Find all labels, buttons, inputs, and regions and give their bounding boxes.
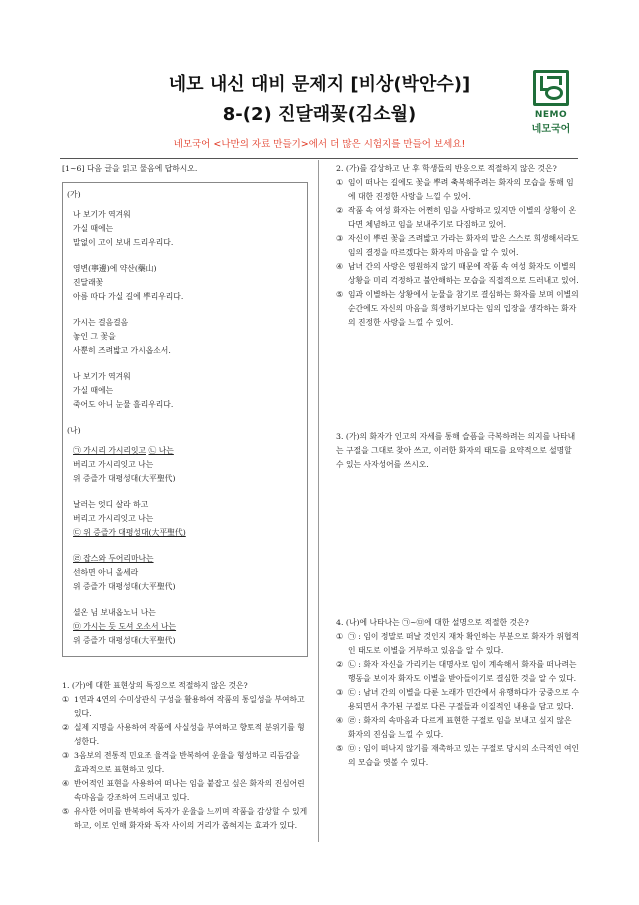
poem-line: 위 증즐가 대평성대(大平聖代) <box>73 636 176 645</box>
passage-tag-ga: (가) <box>67 190 81 199</box>
instruction: [1~6] 다음 글을 읽고 물음에 답하시오. <box>62 164 198 173</box>
poem-line: 죽어도 아니 눈물 흘리우리다. <box>73 400 174 409</box>
page-subtitle-title: 8-(2) 진달래꽃(김소월) <box>222 104 417 125</box>
answer-option[interactable]: ① ㉠ : 임이 정말로 떠날 것인지 재차 확인하는 부분으로 화자가 위협적인 태도로 이별을 거부하고 있음을 알 수 있다. <box>336 632 580 655</box>
stanza <box>73 262 297 304</box>
answer-option[interactable]: ⑤ 유사한 어미를 반복하여 독자가 운율을 느끼며 작품을 감상할 수 있게 하고, 이로 인해 화자와 독자 사이의 거리가 좁혀지는 효과가 있다. <box>62 807 308 830</box>
page-title: 네모 내신 대비 문제지 [비상(박안수)] <box>168 74 471 95</box>
logo-text-ko: 네모국어 <box>531 124 571 135</box>
stanza <box>73 208 297 250</box>
poem-line: 영변(寧邊)에 약산(藥山) <box>73 264 157 273</box>
marked-phrase-d: ㉣ 잡스와 두어리마나는 <box>73 554 154 563</box>
left-column <box>62 162 308 841</box>
stanza <box>73 444 297 486</box>
answer-option[interactable]: ② 실제 지명을 사용하여 작품에 사실성을 부여하고 향토적 분위기를 형성한다. <box>62 723 305 746</box>
poem-line: 말없이 고이 보내 드리우리다. <box>73 238 174 247</box>
marked-phrase-a: ㉠ 가시리 가시리잇고 <box>73 446 147 455</box>
column-divider <box>318 160 319 842</box>
poem-line: 아름 따다 가실 길에 뿌리우리다. <box>73 292 184 301</box>
poem-line: 버리고 가시리잇고 나는 <box>73 460 154 469</box>
answer-option[interactable]: ① 1연과 4연의 수미상관식 구성을 활용하여 작품의 통일성을 부여하고 있다. <box>62 695 305 718</box>
poem-line <box>73 444 297 458</box>
poem-line: 선하면 아니 올세라 <box>73 568 139 577</box>
answer-option[interactable]: ② ㉡ : 화자 자신을 가리키는 대명사로 임이 계속해서 화자를 떠나려는 행동을 보이자 화자도 이별을 받아들이기로 결심한 것을 알 수 있다. <box>336 660 577 683</box>
logo-text-en: NEMO <box>534 110 568 120</box>
poem-line: 버리고 가시리잇고 나는 <box>73 514 154 523</box>
answer-option[interactable]: ③ 자신이 뿌린 꽃을 즈려밟고 가라는 화자의 말은 스스로 희생해서라도 임의 결정을 따르겠다는 화자의 마음을 알 수 있어. <box>336 234 579 257</box>
header-rule <box>60 158 578 159</box>
nemo-logo <box>526 70 576 145</box>
poem-line: 위 증즐가 대평성대(大平聖代) <box>73 582 176 591</box>
answer-option[interactable]: ② 작품 속 여성 화자는 어쩐히 임을 사랑하고 있지만 이별의 상황이 온다면 체념하고 임을 보내주기로 다짐하고 있어. <box>336 206 577 229</box>
answer-space[interactable] <box>336 472 580 542</box>
question-stem: 2. (가)를 감상하고 난 후 학생들의 반응으로 적절하지 않은 것은? <box>336 164 557 173</box>
stanza <box>73 370 297 412</box>
passage-tag-na: (나) <box>67 426 81 435</box>
poem-line: 날러는 엇디 살라 하고 <box>73 500 149 509</box>
poem-line: 놓인 그 꽃을 <box>73 332 116 341</box>
poem-line: 나 보기가 역겨워 <box>73 372 131 381</box>
answer-option[interactable]: ④ 반어적인 표현을 사용하여 떠나는 임을 붙잡고 싶은 화자의 진심어린 속마음을 강조하여 드러내고 있다. <box>62 779 305 802</box>
stanza <box>73 498 297 540</box>
poem-line: 위 증즐가 대평성대(大平聖代) <box>73 474 176 483</box>
answer-option[interactable]: ③ ㉢ : 남녀 간의 이별을 다룬 노래가 민간에서 유행하다가 궁중으로 수용되면서 추가된 구절로 다른 구절들과 이질적인 내용을 담고 있다. <box>336 688 580 711</box>
answer-option[interactable]: ⑤ 임과 이별하는 상황에서 눈물을 참기로 결심하는 화자를 보며 이별의 순간에도 자신의 마음을 희생하기보다는 임의 입장을 생각하는 화자의 진정한 사랑을 느낄 수 있어. <box>336 290 579 327</box>
question-2 <box>336 162 580 330</box>
poem-line: 셜온 님 보내옵노니 나는 <box>73 608 156 617</box>
marked-phrase-b: ㉡ 나는 <box>148 446 174 455</box>
question-stem: 3. (가)의 화자가 인고의 자세를 통해 슬픔을 극복하려는 의지를 나타내는 구절을 그대로 찾아 쓰고, 이러한 화자의 태도를 요약적으로 설명할 수 있는 사자성어를 쓰시오. <box>336 432 576 469</box>
question-4 <box>336 616 580 770</box>
stanza <box>73 606 297 648</box>
nemo-logo-mark <box>533 70 569 106</box>
answer-option[interactable]: ④ ㉣ : 화자의 속마음과 다르게 표현한 구절로 임을 보내고 싶지 않은 화자의 진심을 느낄 수 있다. <box>336 716 572 739</box>
question-1 <box>62 679 308 833</box>
marked-phrase-e: ㉤ 가시는 듯 도셔 오소서 나는 <box>73 622 177 631</box>
answer-option[interactable]: ④ 남녀 간의 사랑은 영원하지 않기 때문에 작품 속 여성 화자도 이별의 상황을 미리 걱정하고 불안해하는 모습을 직접적으로 드러내고 있어. <box>336 262 579 285</box>
answer-option[interactable]: ① 임이 떠나는 길에도 꽃을 뿌려 축복해주려는 화자의 모습을 통해 임에 대한 진정한 사랑을 느낄 수 있어. <box>336 178 574 201</box>
poem-line: 가실 때에는 <box>73 224 114 233</box>
promo-subtitle: 네모국어 <나만의 자료 만들기>에서 더 많은 시험지를 만들어 보세요! <box>173 139 466 150</box>
marked-phrase-c: ㉢ 위 증즐가 대평성대(大平聖代) <box>73 528 186 537</box>
poem-line: 가실 때에는 <box>73 386 114 395</box>
answer-option[interactable]: ⑤ ㉤ : 임이 떠나지 않기를 재촉하고 있는 구절로 당시의 소극적인 여인의 모습을 엿볼 수 있다. <box>336 744 580 767</box>
question-3 <box>336 430 580 542</box>
right-column <box>336 162 580 767</box>
poem-line: 사뿐히 즈려밟고 가시옵소서. <box>73 346 171 355</box>
passage-box <box>62 182 308 657</box>
poem-line: 나 보기가 역겨워 <box>73 210 131 219</box>
answer-option[interactable]: ③ 3음보의 전통적 민요조 율격을 반복하여 운율을 형성하고 리듬감을 효과적으로 표현하고 있다. <box>62 751 300 774</box>
question-stem: 4. (나)에 나타나는 ㉠~㉤에 대한 설명으로 적절한 것은? <box>336 618 529 627</box>
poem-line: 가시는 걸음걸음 <box>73 318 129 327</box>
stanza <box>73 552 297 594</box>
poem-line: 진달래꽃 <box>73 278 104 287</box>
question-stem: 1. (가)에 대한 표현상의 특징으로 적절하지 않은 것은? <box>62 681 248 690</box>
stanza <box>73 316 297 358</box>
